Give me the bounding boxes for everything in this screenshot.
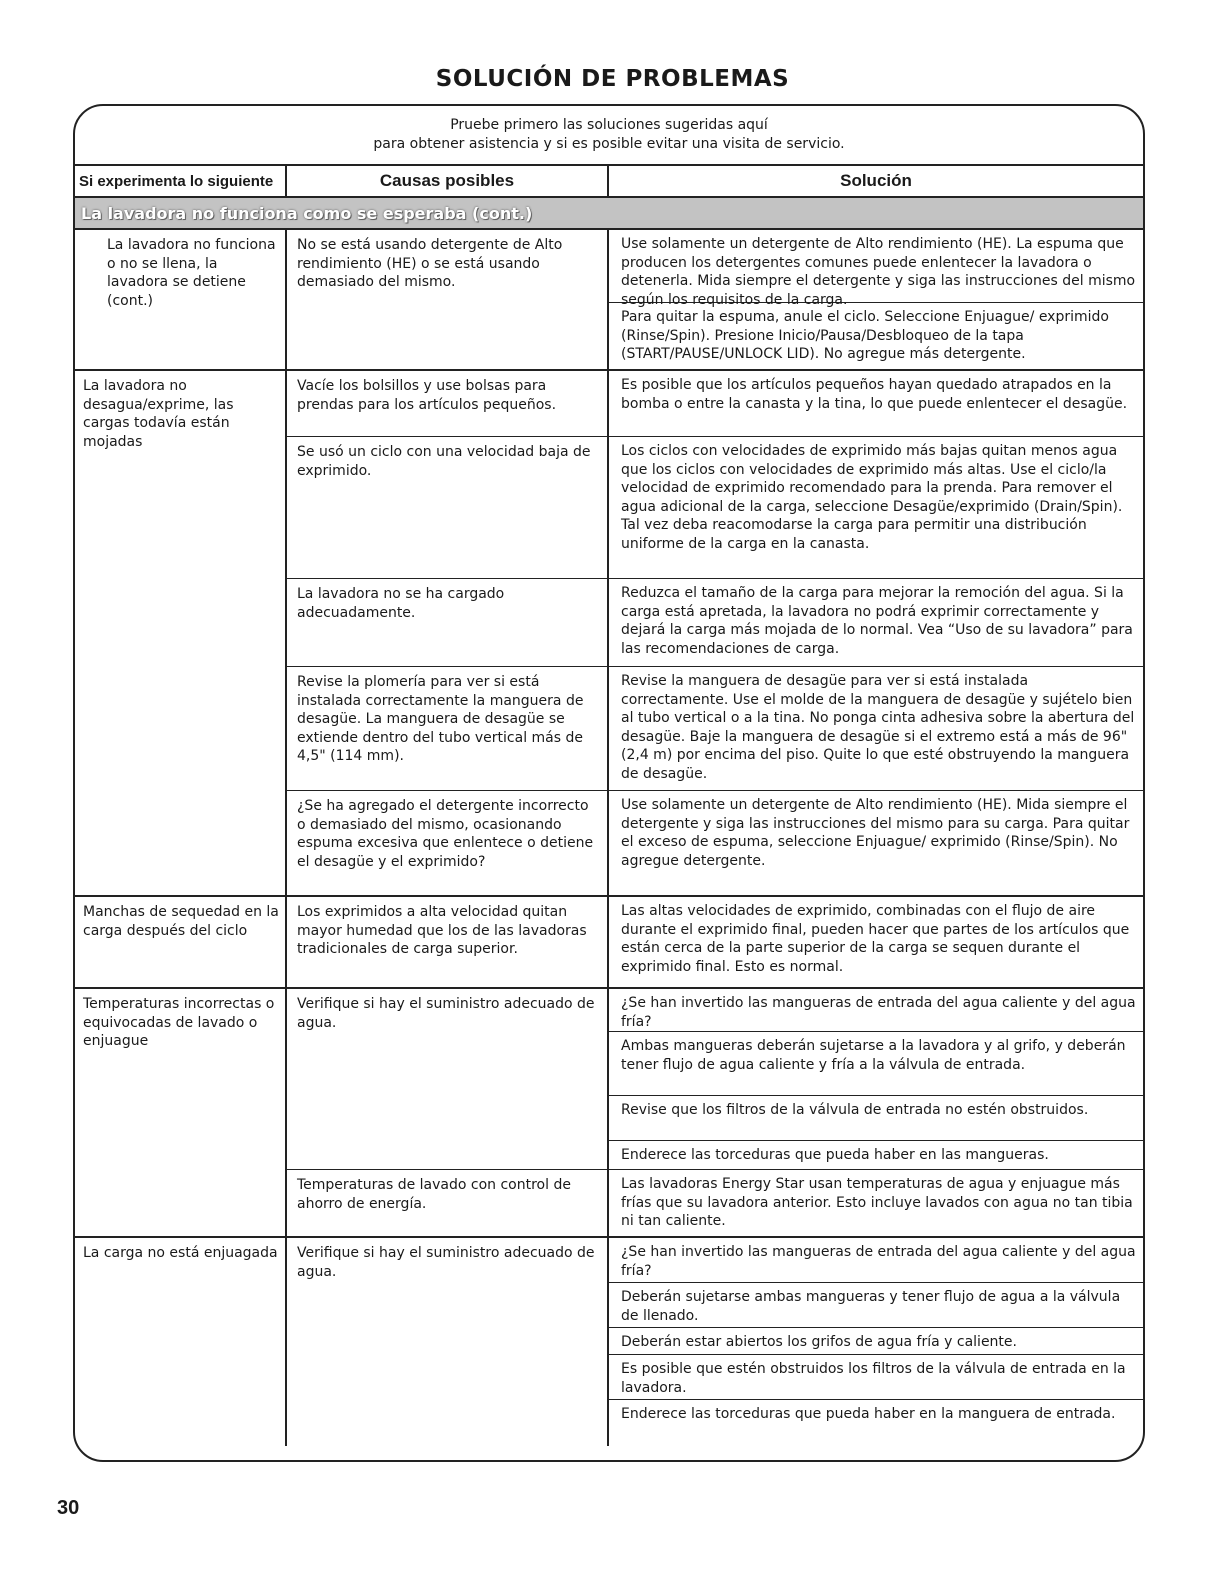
- solution-text: Deberán estar abiertos los grifos de agua fría y caliente.: [609, 1328, 1143, 1355]
- troubleshooting-table: [73, 104, 1145, 1462]
- cause-row: [287, 1238, 1143, 1446]
- problem-group: [75, 897, 1143, 989]
- header-solution: Solución: [840, 171, 912, 190]
- cause-text: Temperaturas de lavado con control de ahorro de energía.: [287, 1170, 609, 1236]
- solution-text: Las lavadoras Energy Star usan temperaturas de agua y enjuague más frías que su lavadora anterior. Esto incluye lavados con agua no tan tibia ni tan caliente.: [621, 1176, 1133, 1229]
- section-heading: La lavadora no funciona como se esperaba (cont.): [75, 198, 1143, 230]
- cause-text: La lavadora no se ha cargado adecuadamente.: [287, 579, 609, 666]
- cause-row: [287, 667, 1143, 791]
- header-symptom: Si experimenta lo siguiente: [75, 166, 287, 196]
- solution-text: ¿Se han invertido las mangueras de entrada del agua caliente y del agua fría?: [609, 989, 1143, 1032]
- solution-text: Para quitar la espuma, anule el ciclo. Seleccione Enjuague/ exprimido (Rinse/Spin). Presione Inicio/Pausa/Desbloqueo de la tapa (START/PAUSE/UNLOCK LID). No agregue más detergente.: [621, 309, 1109, 362]
- solution-text: Use solamente un detergente de Alto rendimiento (HE). Mida siempre el detergente y siga las instrucciones del mismo para su carga. Para quitar el exceso de espuma, seleccione Enjuague/ exprimido (Rinse/Spin). No agregue detergente.: [621, 797, 1130, 869]
- cause-text: Se usó un ciclo con una velocidad baja de exprimido.: [287, 437, 609, 578]
- page-number: 30: [57, 1497, 80, 1519]
- solution-text: Deberán sujetarse ambas mangueras y tener flujo de agua a la válvula de llenado.: [609, 1283, 1143, 1328]
- solution-text: Las altas velocidades de exprimido, combinadas con el flujo de aire durante el exprimido final, pueden hacer que partes de los artículos que están cerca de la parte superior de la carga se sequen durante el exprimido final. Esto es normal.: [621, 903, 1130, 975]
- solution-text: Revise la manguera de desagüe para ver si está instalada correctamente. Use el molde de la manguera de desagüe y sujételo bien al tubo vertical o a la tina. No ponga cinta adhesiva sobre la abertura del desagüe. Baje la manguera de desagüe si el extremo está a más de 96" (2,4 m) por encima del piso. Quite lo que esté obstruyendo la manguera de desagüe.: [621, 673, 1135, 782]
- cause-row: [287, 791, 1143, 895]
- cause-text: Los exprimidos a alta velocidad quitan mayor humedad que los de las lavadoras tradicionales de carga superior.: [287, 897, 609, 987]
- symptom-text: La lavadora no funciona o no se llena, la lavadora se detiene (cont.): [75, 230, 287, 369]
- symptom-text: Manchas de sequedad en la carga después del ciclo: [75, 897, 287, 987]
- solution-text: Use solamente un detergente de Alto rendimiento (HE). La espuma que producen los detergentes comunes puede enlentecer la lavadora o detenerla. Mida siempre el detergente y siga las instrucciones del mismo según los requisitos de la carga.: [609, 230, 1143, 303]
- symptom-text: La lavadora no desagua/exprime, las cargas todavía están mojadas: [75, 371, 287, 895]
- cause-row: [287, 437, 1143, 579]
- header-cause: Causas posibles: [287, 166, 609, 196]
- intro-line-1: Pruebe primero las soluciones sugeridas aquí: [450, 117, 768, 133]
- cause-text: No se está usando detergente de Alto rendimiento (HE) o se está usando demasiado del mismo.: [287, 230, 609, 369]
- solution-text: Enderece las torceduras que pueda haber en las mangueras.: [621, 1147, 1049, 1163]
- solution-text: Es posible que los artículos pequeños hayan quedado atrapados en la bomba o entre la canasta y la tina, lo que puede enlentecer el desagüe.: [621, 377, 1128, 412]
- solution-text: Reduzca el tamaño de la carga para mejorar la remoción del agua. Si la carga está apretada, la lavadora no podrá exprimir correctamente y dejará la carga más mojada de lo normal. Vea “Uso de su lavadora” para las recomendaciones de carga.: [621, 585, 1133, 657]
- solution-text: Es posible que estén obstruidos los filtros de la válvula de entrada en la lavadora.: [609, 1355, 1143, 1400]
- solution-text: Ambas mangueras deberán sujetarse a la lavadora y al grifo, y deberán tener flujo de agua caliente y fría a la válvula de entrada.: [609, 1032, 1143, 1096]
- cause-row: [287, 989, 1143, 1170]
- cause-row: [287, 1170, 1143, 1236]
- solution-text: Los ciclos con velocidades de exprimido más bajas quitan menos agua que los ciclos con velocidades de exprimido más altas. Use el ciclo/la velocidad de exprimido recomendado para la prenda. Para remover el agua adicional de la carga, seleccione Desagüe/exprimido (Drain/Spin). Tal vez deba reacomodarse la carga para permitir una distribución uniforme de la carga en la canasta.: [621, 443, 1123, 552]
- cause-text: ¿Se ha agregado el detergente incorrecto o demasiado del mismo, ocasionando espuma excesiva que enlentece o detiene el desagüe y el exprimido?: [287, 791, 609, 895]
- solution-text: Enderece las torceduras que pueda haber en la manguera de entrada.: [621, 1406, 1116, 1422]
- cause-row: [287, 371, 1143, 437]
- column-headers: [75, 166, 1143, 198]
- problem-group: [75, 1238, 1143, 1446]
- cause-row: [287, 897, 1143, 987]
- solution-text: Revise que los filtros de la válvula de entrada no estén obstruidos.: [609, 1096, 1143, 1141]
- cause-row: [287, 230, 1143, 369]
- problem-group: [75, 989, 1143, 1238]
- cause-row: [287, 579, 1143, 667]
- intro-line-2: para obtener asistencia y si es posible evitar una visita de servicio.: [373, 136, 845, 152]
- intro-text: [75, 106, 1143, 166]
- page-title: SOLUCIÓN DE PROBLEMAS: [435, 66, 790, 92]
- problem-group: [75, 371, 1143, 897]
- cause-text: Verifique si hay el suministro adecuado de agua.: [287, 989, 609, 1169]
- symptom-text: Temperaturas incorrectas o equivocadas de lavado o enjuague: [75, 989, 287, 1236]
- cause-text: Revise la plomería para ver si está instalada correctamente la manguera de desagüe. La manguera de desagüe se extiende dentro del tubo vertical más de 4,5" (114 mm).: [287, 667, 609, 790]
- symptom-text: La carga no está enjuagada: [75, 1238, 287, 1446]
- cause-text: Verifique si hay el suministro adecuado de agua.: [287, 1238, 609, 1446]
- solution-text: ¿Se han invertido las mangueras de entrada del agua caliente y del agua fría?: [609, 1238, 1143, 1283]
- problem-group: [75, 230, 1143, 371]
- cause-text: Vacíe los bolsillos y use bolsas para prendas para los artículos pequeños.: [287, 371, 609, 436]
